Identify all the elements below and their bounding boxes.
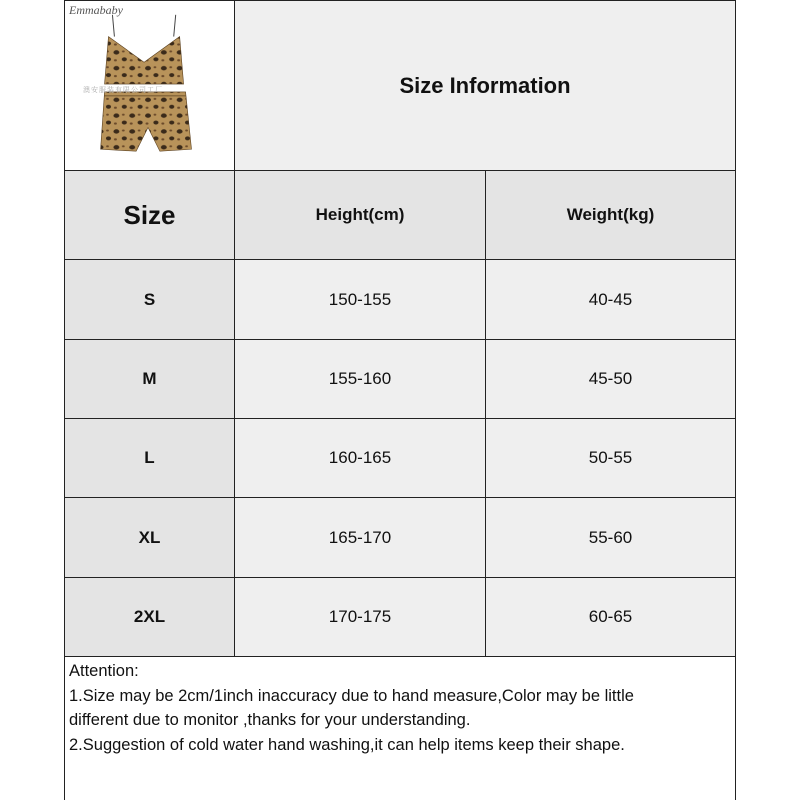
header-height: Height(cm) [234, 170, 486, 260]
row-weight: 55-60 [485, 497, 736, 578]
row-height: 160-165 [234, 418, 486, 498]
brand-logo: Emmababy [69, 3, 123, 17]
row-size: 2XL [64, 577, 235, 657]
row-size: S [64, 259, 235, 340]
row-height: 155-160 [234, 339, 486, 419]
notes-line: different due to monitor ,thanks for your understanding. [69, 711, 471, 729]
row-weight: 45-50 [485, 339, 736, 419]
notes-line: 2.Suggestion of cold water hand washing,it can help items keep their shape. [69, 735, 625, 754]
attention-notes [64, 656, 736, 800]
row-size: XL [64, 497, 235, 578]
header-weight: Weight(kg) [485, 170, 736, 260]
notes-line: 1.Size may be 2cm/1inch inaccuracy due to hand measure,Color may be little [69, 686, 634, 705]
watermark: 澳安服装有限公司工厂 [83, 87, 163, 94]
page-title: Size Information [399, 72, 571, 98]
row-height: 170-175 [234, 577, 486, 657]
row-weight: 60-65 [485, 577, 736, 657]
row-height: 165-170 [234, 497, 486, 578]
row-size: L [64, 418, 235, 498]
size-chart [64, 0, 736, 800]
product-photo [64, 0, 235, 171]
row-height: 150-155 [234, 259, 486, 340]
row-size: M [64, 339, 235, 419]
title-cell [234, 0, 736, 171]
row-weight: 40-45 [485, 259, 736, 340]
notes-heading: Attention: [69, 662, 139, 680]
header-size: Size [64, 170, 235, 260]
row-weight: 50-55 [485, 418, 736, 498]
